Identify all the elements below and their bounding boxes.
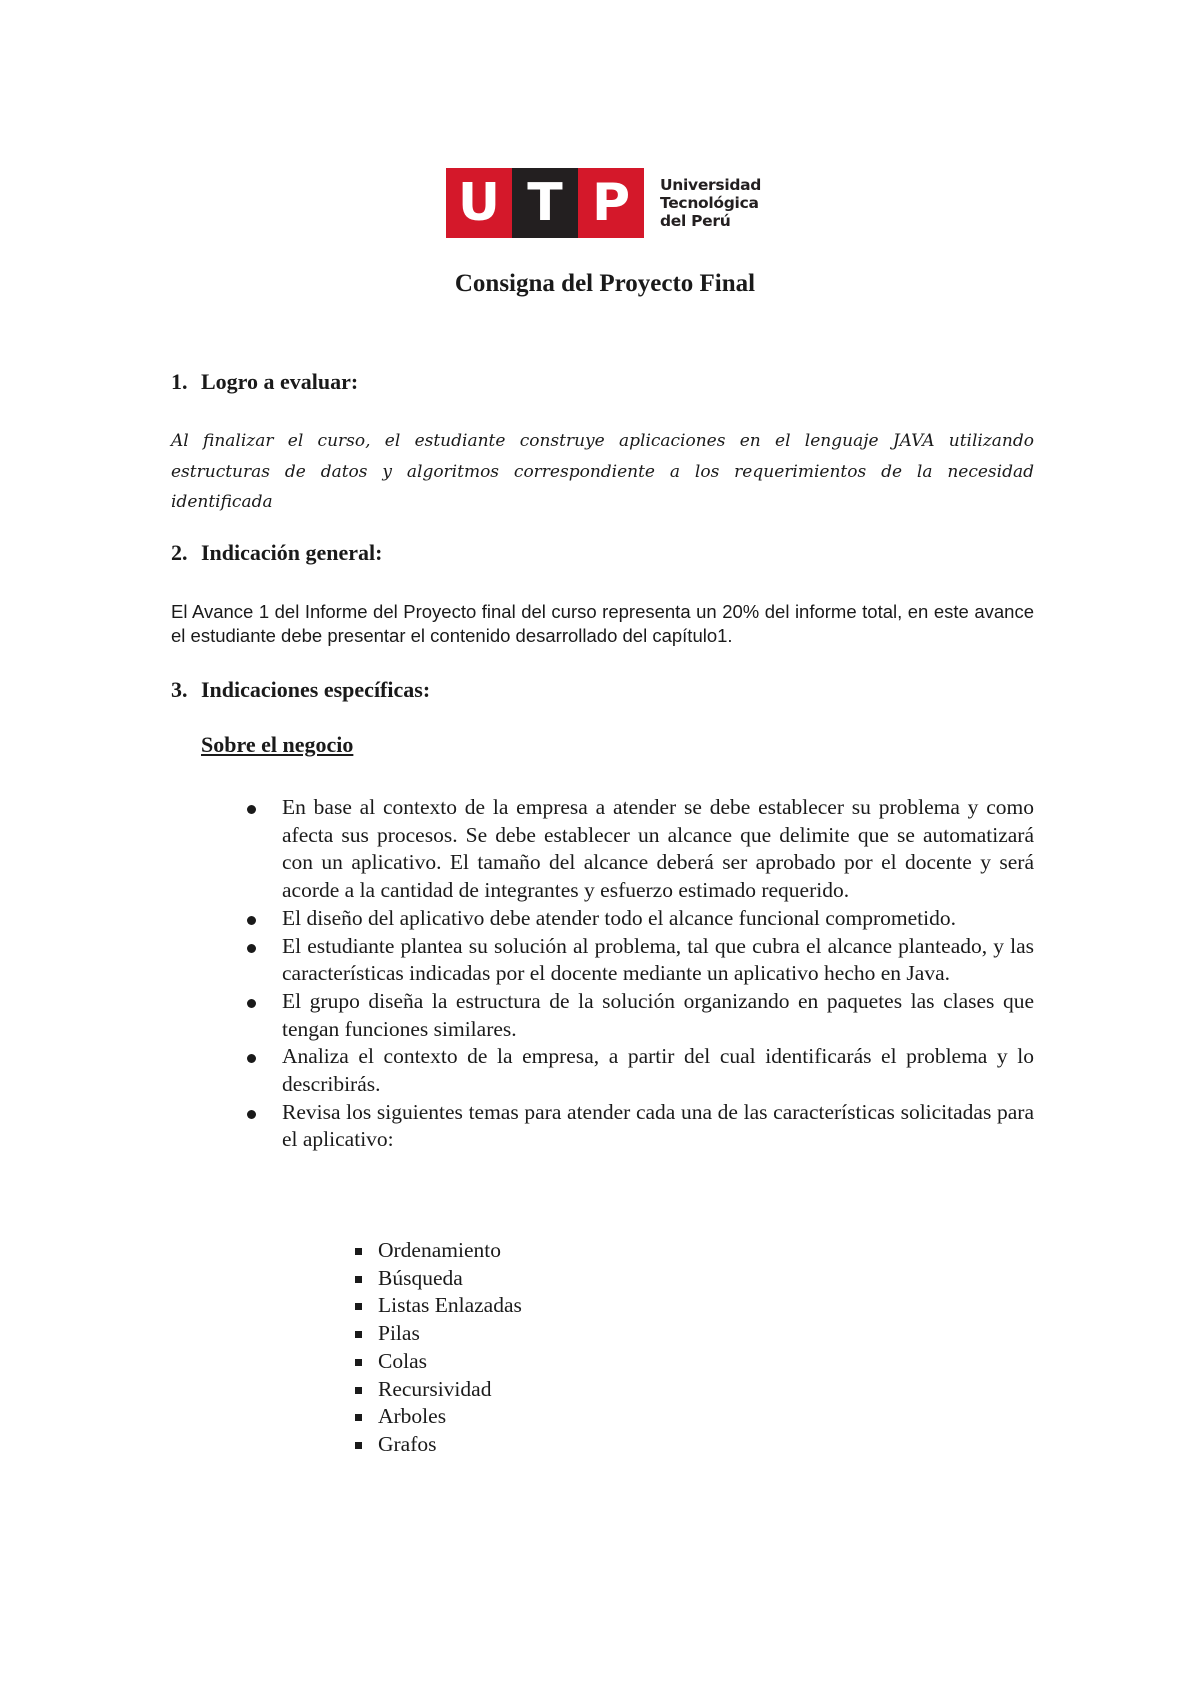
list-item-text: En base al contexto de la empresa a atender se debe establecer su problema y como afecta sus procesos. Se debe establecer un alcance que delimite que se automatizará con un aplicativo. El tamaño del alcance deberá ser aprobado por el docente y será acorde a la cantidad de integrantes y esfuerzo estimado requerido. [282,795,1034,903]
topic-text: Grafos [378,1431,437,1456]
section-2-heading [171,540,383,566]
section-1-number: 1. [171,369,188,394]
topic-text: Búsqueda [378,1265,463,1290]
list-item [240,1043,1034,1098]
section-1-title: Logro a evaluar: [201,369,359,394]
bullet-icon [247,805,256,814]
logo-letter-u: U [446,168,512,238]
list-item-text: El grupo diseña la estructura de la solución organizando en paquetes las clases que tengan funciones similares. [282,988,1034,1041]
logo-name-line-2: Tecnológica [660,194,759,212]
topics-container [240,1237,1034,1459]
logo-university-name [660,176,761,230]
square-bullet-icon [355,1442,362,1449]
topic-item [240,1348,1034,1376]
section-3-title: Indicaciones específicas: [201,677,431,702]
list-item [240,933,1034,988]
section-3-number: 3. [171,677,188,702]
list-item [240,794,1034,905]
bullet-list [240,794,1034,1154]
logo-name-line-3: del Perú [660,212,731,230]
topics-sublist [240,1237,1034,1459]
list-item-text: Analiza el contexto de la empresa, a partir del cual identificarás el problema y lo describirás. [282,1044,1034,1097]
section-1-text: Al finalizar el curso, el estudiante construye aplicaciones en el lenguaje JAVA utilizando estructuras de datos y algoritmos correspondiente a los requerimientos de la necesidad identificada [171,431,1034,512]
section-2-title: Indicación general: [201,540,383,565]
topic-text: Arboles [378,1404,447,1429]
topic-text: Colas [378,1348,427,1373]
bullet-icon [247,944,256,953]
list-item-text: El diseño del aplicativo debe atender todo el alcance funcional comprometido. [282,905,957,930]
document-title: Consigna del Proyecto Final [454,270,756,297]
topic-text: Recursividad [378,1376,492,1401]
square-bullet-icon [355,1248,362,1255]
logo-letter-t: T [512,168,578,238]
topic-item [240,1265,1034,1293]
list-item [240,988,1034,1043]
utp-logo [446,168,761,238]
section-3-subheading: Sobre el negocio [201,732,354,757]
list-item-text: El estudiante plantea su solución al problema, tal que cubra el alcance planteado, y las características indicadas por el docente mediante un aplicativo hecho en Java. [282,933,1034,986]
section-1-heading [171,369,358,395]
section-3-heading [171,677,430,703]
topic-item [240,1431,1034,1459]
logo-letter-p: P [578,168,644,238]
bullet-icon [247,1054,256,1063]
list-item [240,1099,1034,1154]
square-bullet-icon [355,1387,362,1394]
list-item-text: Revisa los siguientes temas para atender cada una de las características solicitadas para el aplicativo: [282,1099,1034,1152]
section-2-number: 2. [171,540,188,565]
topic-text: Listas Enlazadas [378,1293,522,1318]
topic-text: Pilas [378,1321,420,1346]
topic-item [240,1376,1034,1404]
bullet-icon [247,999,256,1008]
square-bullet-icon [355,1331,362,1338]
topic-text: Ordenamiento [378,1238,501,1262]
logo-name-line-1: Universidad [660,176,762,194]
bullet-icon [247,916,256,925]
list-item [240,905,1034,933]
bullet-icon [247,1110,256,1119]
square-bullet-icon [355,1303,362,1310]
topic-item [240,1237,1034,1265]
topic-item [240,1403,1034,1431]
square-bullet-icon [355,1414,362,1421]
square-bullet-icon [355,1359,362,1366]
topic-item [240,1320,1034,1348]
topics-list [240,1237,1034,1459]
topic-item [240,1292,1034,1320]
square-bullet-icon [355,1276,362,1283]
section-2-text: El Avance 1 del Informe del Proyecto final del curso representa un 20% del informe total, en este avance el estudiante debe presentar el contenido desarrollado del capítulo1. [171,601,1034,646]
